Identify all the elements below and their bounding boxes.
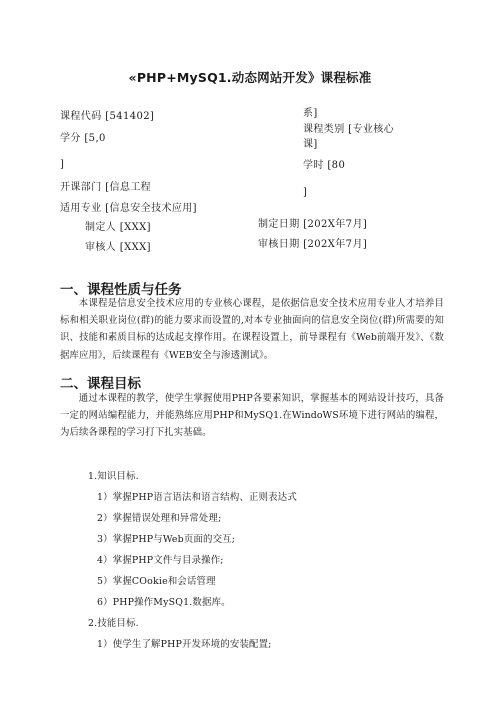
course-category: 课程类别 [专业核心	[303, 124, 395, 135]
course-hours: 学时 [80	[303, 160, 346, 171]
section-heading-nature: 一、课程性质与任务	[60, 282, 182, 298]
document-title: «PHP+MySQ1.动态网站开发》课程标准	[128, 70, 372, 85]
list-item: 3）掌握PHP与Web页面的交互;	[97, 534, 236, 545]
section-body-objectives: 通过本课程的教学，使学生掌握使用PHP各要素知识，掌握基本的网站设计技巧，具备一定的网站编程能力，并能熟练应用PHP和MySQ1.在WindoWS环境下进行网站的编程，为后续各课程的学习打下扎实基础。	[60, 393, 444, 439]
course-credit-close: ]	[60, 159, 65, 170]
course-category-cont: 课]	[303, 139, 318, 150]
list-item: 1）掌握PHP语言语法和语言结构、正则表达式	[97, 492, 297, 503]
list-item: 6）PHP操作MySQ1.数据库。	[97, 597, 231, 608]
course-code: 课程代码 [541402]	[60, 111, 155, 122]
course-department: 开课部门 [信息工程	[60, 182, 152, 193]
date-made: 制定日期 [202X年7月]	[258, 219, 368, 230]
list-item: 4）掌握PHP文件与目录操作;	[97, 555, 224, 566]
list-item: 5）掌握COokie和会话管理	[97, 576, 216, 587]
course-author: 制定人 [XXX]	[85, 222, 151, 233]
course-department-cont: 系]	[303, 108, 318, 119]
list-item: 2）掌握错误处理和异常处理;	[97, 513, 222, 524]
course-major: 适用专业 [信息安全技术应用]	[60, 203, 197, 214]
knowledge-objectives-title: 1.知识目标.	[88, 471, 139, 482]
course-hours-close: ]	[303, 187, 308, 198]
skill-objectives-title: 2.技能目标.	[88, 618, 139, 629]
date-review: 审核日期 [202X年7月]	[258, 239, 368, 250]
course-credit: 学分 [5,0	[60, 133, 106, 144]
section-heading-objectives: 二、课程目标	[60, 376, 141, 392]
section-body-nature: 本课程是信息安全技术应用的专业核心课程，是依据信息安全技术应用专业人才培养目标和相关职业岗位(群)的能力要求而设置的,对本专业抽面向的信息安全岗位(群)所需要的知识、技能和素质目标的达成起支撑作用。在课程设置上，前导课程有《Web前端开发》、《数据库应用》，后续课程有《WEB安全与渗透测试》。	[60, 298, 444, 361]
list-item: 1）使学生了解PHP开发环境的安装配置;	[97, 639, 272, 650]
course-reviewer: 审核人 [XXX]	[85, 242, 151, 253]
